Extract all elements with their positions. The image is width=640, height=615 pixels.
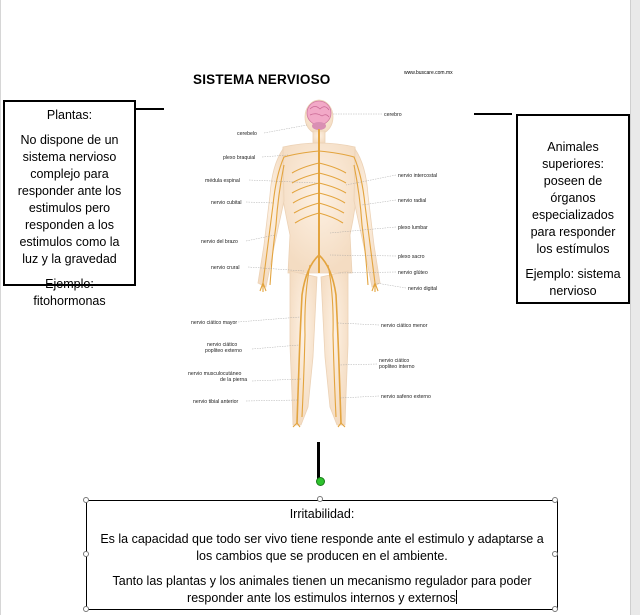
resize-handle-bottom-left[interactable] [83,606,89,612]
page-margin-line [0,0,1,615]
source-watermark: www.buscare.com.mx [404,70,453,76]
resize-handle-top-center[interactable] [317,496,323,502]
label-nervio-del-brazo: nervio del brazo [201,239,238,245]
label-plexo-braquial: plexo braquial [223,155,256,161]
label-nervio-intercostal: nervio intercostal [398,173,438,179]
label-plexo-lumbar: plexo lumbar [398,225,428,231]
label-nervio-cubital: nervio cubital [211,200,242,206]
label-nervio-digital: nervio digital [408,286,438,292]
vertical-scrollbar[interactable] [630,0,640,615]
label-cerebelo: cerebelo [237,131,257,137]
nervous-system-diagram [180,95,480,445]
label-medula-espinal: médula espinal [205,178,240,184]
label-nervio-crural: nervio crural [211,265,240,271]
animals-example: Ejemplo: sistema nervioso [525,267,621,298]
label-cerebro: cerebro [384,112,402,118]
plants-connector-line [136,108,164,110]
animals-textbox[interactable] [516,114,630,304]
label-nervio-ciatico-menor: nervio ciático menor [381,323,428,329]
resize-handle-bottom-right[interactable] [552,606,558,612]
label-nervio-ciatico-popliteo-interno: nervio ciático popliteo interno [379,358,415,370]
animals-description: Animales superiores: poseen de órganos especializados para responder los estímulos [530,140,616,256]
label-nervio-ciatico-mayor: nervio ciático mayor [191,320,238,326]
resize-handle-top-left[interactable] [83,497,89,503]
bottom-connector-line [317,442,320,482]
resize-handle-middle-right[interactable] [552,551,558,557]
plants-example: Ejemplo: fitohormonas [33,277,106,308]
irritability-heading: Irritabilidad: [289,507,355,521]
resize-handle-top-right[interactable] [552,497,558,503]
plants-textbox[interactable] [3,100,136,308]
label-nervio-musculocutaneo: nervio musculocutáneo de la pierna [188,371,248,383]
label-nervio-gluteo: nervio glúteo [398,270,428,276]
label-nervio-ciatico-popliteo-externo: nervio ciático popliteo externo [205,342,242,354]
plants-description: No dispone de un sistema nervioso complejo para responder ante los estimulos pero responden a los estimulos como la luz y la gravedad [17,133,122,266]
label-nervio-safeno-externo: nervio safeno externo [381,394,431,400]
resize-handle-middle-left[interactable] [83,551,89,557]
label-nervio-tibial-anterior: nervio tibial anterior [193,399,239,405]
plants-heading: Plantas: [46,108,93,122]
irritability-mechanism: Tanto las plantas y los animales tienen un mecanismo regulador para poder responder ante los estimulos internos y externos [112,574,532,605]
label-nervio-radial: nervio radial [398,198,427,204]
rotation-handle[interactable] [316,477,325,486]
page-title: SISTEMA NERVIOSO [193,72,331,87]
label-plexo-sacro: plexo sacro [398,254,425,260]
irritability-definition: Es la capacidad que todo ser vivo tiene responde ante el estimulo y adaptarse a los cambios que se producen en el ambiente. [100,532,544,563]
text-cursor [456,590,457,604]
irritability-textbox[interactable] [86,500,558,610]
